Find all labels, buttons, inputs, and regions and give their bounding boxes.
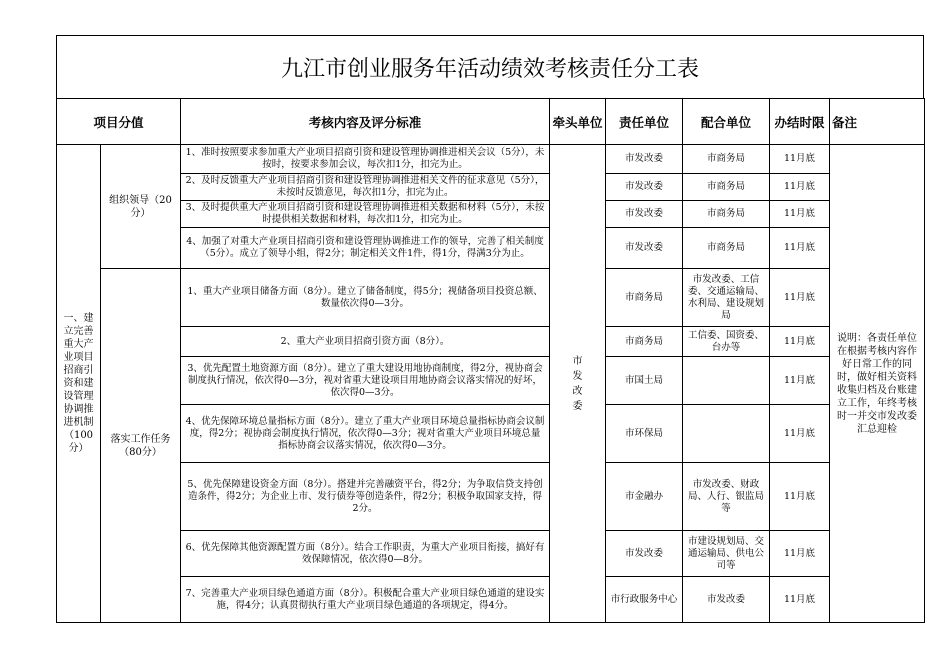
- table-row: [57, 531, 925, 577]
- row-coop: 市建设规划局、交通运输局、供电公司等: [683, 531, 770, 577]
- row-coop: 工信委、国资委、台办等: [683, 327, 770, 357]
- document-title: 九江市创业服务年活动绩效考核责任分工表: [56, 35, 924, 99]
- table-row: [57, 228, 925, 269]
- table-row: [57, 201, 925, 228]
- header-content: 考核内容及评分标准: [181, 99, 550, 145]
- row-resp: 市环保局: [606, 405, 683, 463]
- row-content: 1、准时按照要求参加重大产业项目招商引资和建设管理协调推进相关会议（5分），未按时，按要求参加会议，每次扣1分，扣完为止。: [181, 145, 550, 174]
- header-row: [57, 99, 925, 145]
- header-item: 项目分值: [57, 99, 181, 145]
- header-resp: 责任单位: [606, 99, 683, 145]
- row-content: 4、加强了对重大产业项目招商引资和建设管理协调推进工作的领导，完善了相关制度（5分）。成立了领导小组，得2分；制定相关文件1件，得1分，得满3分为止。: [181, 228, 550, 269]
- row-deadline: 11月底: [770, 405, 830, 463]
- row-coop: 市商务局: [683, 228, 770, 269]
- row-resp: 市发改委: [606, 174, 683, 201]
- row-coop: 市发改委: [683, 577, 770, 623]
- row-deadline: 11月底: [770, 577, 830, 623]
- row-resp: 市行政服务中心: [606, 577, 683, 623]
- header-deadline: 办结时限: [770, 99, 830, 145]
- row-resp: 市商务局: [606, 269, 683, 327]
- row-content: 2、及时反馈重大产业项目招商引资和建设管理协调推进相关文件的征求意见（5分），未按时反馈意见，每次扣1分，扣完为止。: [181, 174, 550, 201]
- row-coop: 市商务局: [683, 145, 770, 174]
- row-resp: 市发改委: [606, 228, 683, 269]
- row-deadline: 11月底: [770, 228, 830, 269]
- table-row: [57, 327, 925, 357]
- row-deadline: 11月底: [770, 531, 830, 577]
- row-deadline: 11月底: [770, 145, 830, 174]
- row-deadline: 11月底: [770, 327, 830, 357]
- row-content: 3、及时提供重大产业项目招商引资和建设管理协调推进相关数据和材料（5分），未按时提供相关数据和材料，每次扣1分，扣完为止。: [181, 201, 550, 228]
- row-resp: 市金融办: [606, 463, 683, 531]
- table-row: [57, 463, 925, 531]
- header-lead: 牵头单位: [550, 99, 606, 145]
- row-content: 3、优先配置土地资源方面（8分）。建立了重大建设用地协商制度，得2分，视协商会制度执行情况，依次得0—3分，视对省重大建设项目用地协商会议落实情况的好坏，依次得0—3分。: [181, 357, 550, 405]
- row-resp: 市国土局: [606, 357, 683, 405]
- table-row: [57, 145, 925, 174]
- row-coop: 市商务局: [683, 201, 770, 228]
- table-row: [57, 174, 925, 201]
- group-organization: 组织领导（20分）: [101, 145, 181, 269]
- row-content: 1、重大产业项目储备方面（8分）。建立了储备制度，得5分；视储备项目投资总额、数量依次得0—3分。: [181, 269, 550, 327]
- row-coop: 市发改委、财政局、人行、银监局等: [683, 463, 770, 531]
- row-deadline: 11月底: [770, 174, 830, 201]
- row-coop: [683, 357, 770, 405]
- row-coop: 市发改委、工信委、交通运输局、水利局、建设规划局: [683, 269, 770, 327]
- row-content: 2、重大产业项目招商引资方面（8分）。: [181, 327, 550, 357]
- table-row: [57, 269, 925, 327]
- row-content: 4、优先保障环境总量指标方面（8分）。建立了重大产业项目环境总量指标协商会议制度，得2分；视协商会制度执行情况，依次得0—3分；视对省重大产业项目环境总量指标协商会议落实情况，依次得0—3分。: [181, 405, 550, 463]
- table-row: [57, 577, 925, 623]
- table-row: [57, 357, 925, 405]
- row-resp: 市发改委: [606, 531, 683, 577]
- header-note: 备注: [830, 99, 925, 145]
- row-content: 7、完善重大产业项目绿色通道方面（8分）。积极配合重大产业项目绿色通道的建设实施，得4分；认真贯彻执行重大产业项目绿色通道的各项规定，得4分。: [181, 577, 550, 623]
- group-tasks: 落实工作任务（80分）: [101, 269, 181, 623]
- row-deadline: 11月底: [770, 463, 830, 531]
- row-resp: 市商务局: [606, 327, 683, 357]
- row-content: 5、优先保障建设资金方面（8分）。搭建并完善融资平台，得2分；为争取信贷支持创造条件，得2分；为企业上市、发行债券等创造条件，得2分；积极争取国家支持，得2分。: [181, 463, 550, 531]
- row-deadline: 11月底: [770, 357, 830, 405]
- header-coop: 配合单位: [683, 99, 770, 145]
- lead-unit: 市发改委: [550, 145, 606, 623]
- responsibility-table: [56, 98, 925, 623]
- row-deadline: 11月底: [770, 269, 830, 327]
- table-row: [57, 405, 925, 463]
- row-coop: [683, 405, 770, 463]
- level1-label: 一、建立完善重大产业项目招商引资和建设管理协调推进机制（100分）: [57, 145, 101, 623]
- row-coop: 市商务局: [683, 174, 770, 201]
- row-deadline: 11月底: [770, 201, 830, 228]
- row-resp: 市发改委: [606, 201, 683, 228]
- row-content: 6、优先保障其他资源配置方面（8分）。结合工作职责，为重大产业项目衔接，搞好有效保障情况，依次得0—8分。: [181, 531, 550, 577]
- note-cell: 说明：各责任单位在根据考核内容作好日常工作的同时，做好相关资料收集归档及台账建立工作，年终考核时一并交市发改委汇总迎检: [830, 145, 925, 623]
- row-resp: 市发改委: [606, 145, 683, 174]
